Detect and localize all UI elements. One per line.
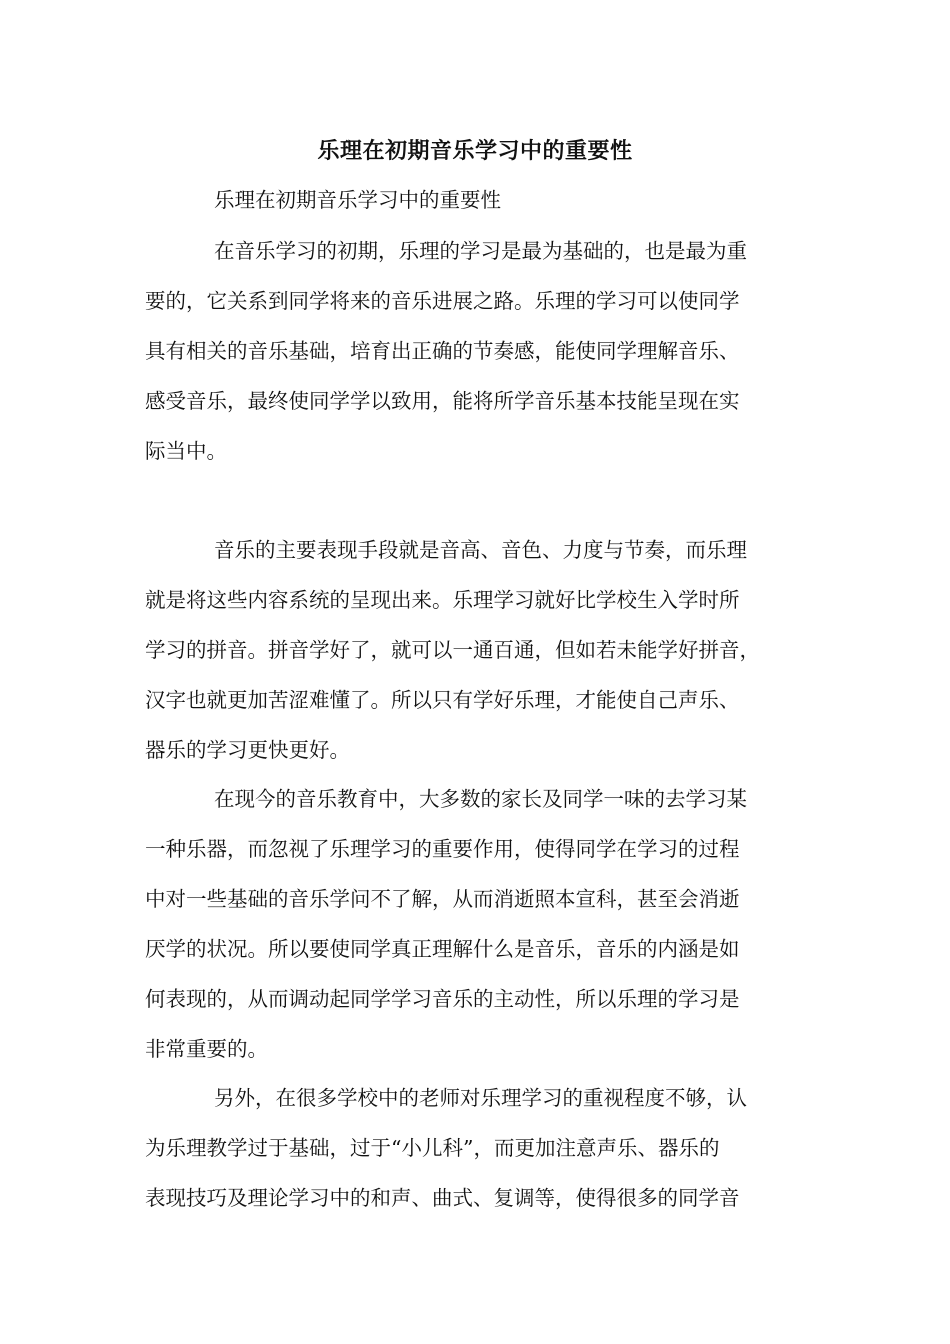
paragraph-line: 非常重要的。 xyxy=(145,1037,268,1061)
paragraph-line: 表现技巧及理论学习中的和声、曲式、复调等，使得很多的同学音 xyxy=(145,1186,740,1210)
paragraph-line: 音乐的主要表现手段就是音高、音色、力度与节奏，而乐理 xyxy=(214,538,747,562)
paragraph-line: 厌学的状况。所以要使同学真正理解什么是音乐，音乐的内涵是如 xyxy=(145,937,740,961)
paragraph-line: 学习的拼音。拼音学好了，就可以一通百通，但如若未能学好拼音， xyxy=(145,638,760,662)
paragraph-line: 何表现的，从而调动起同学学习音乐的主动性，所以乐理的学习是 xyxy=(145,987,740,1011)
paragraph-line: 感受音乐，最终使同学学以致用，能将所学音乐基本技能呈现在实 xyxy=(145,389,740,413)
paragraph-line: 另外，在很多学校中的老师对乐理学习的重视程度不够，认 xyxy=(214,1086,747,1110)
paragraph-line: 际当中。 xyxy=(145,439,227,463)
paragraph-line: 器乐的学习更快更好。 xyxy=(145,738,350,762)
paragraph-line: 汉字也就更加苦涩难懂了。所以只有学好乐理，才能使自己声乐、 xyxy=(145,688,740,712)
paragraph-line: 要的，它关系到同学将来的音乐进展之路。乐理的学习可以使同学 xyxy=(145,289,740,313)
document-subtitle: 乐理在初期音乐学习中的重要性 xyxy=(214,188,501,212)
paragraph-line: 一种乐器，而忽视了乐理学习的重要作用，使得同学在学习的过程 xyxy=(145,837,740,861)
paragraph-line: 中对一些基础的音乐学问不了解，从而消逝照本宣科，甚至会消逝 xyxy=(145,887,740,911)
document-title: 乐理在初期音乐学习中的重要性 xyxy=(317,138,633,164)
paragraph-line: 在音乐学习的初期，乐理的学习是最为基础的，也是最为重 xyxy=(214,239,747,263)
paragraph-line: 在现今的音乐教育中，大多数的家长及同学一味的去学习某 xyxy=(214,787,747,811)
paragraph-line: 具有相关的音乐基础，培育出正确的节奏感，能使同学理解音乐、 xyxy=(145,339,740,363)
paragraph-line: 就是将这些内容系统的呈现出来。乐理学习就好比学校生入学时所 xyxy=(145,588,740,612)
paragraph-line: 为乐理教学过于基础，过于“小儿科”，而更加注意声乐、器乐的 xyxy=(145,1136,720,1160)
